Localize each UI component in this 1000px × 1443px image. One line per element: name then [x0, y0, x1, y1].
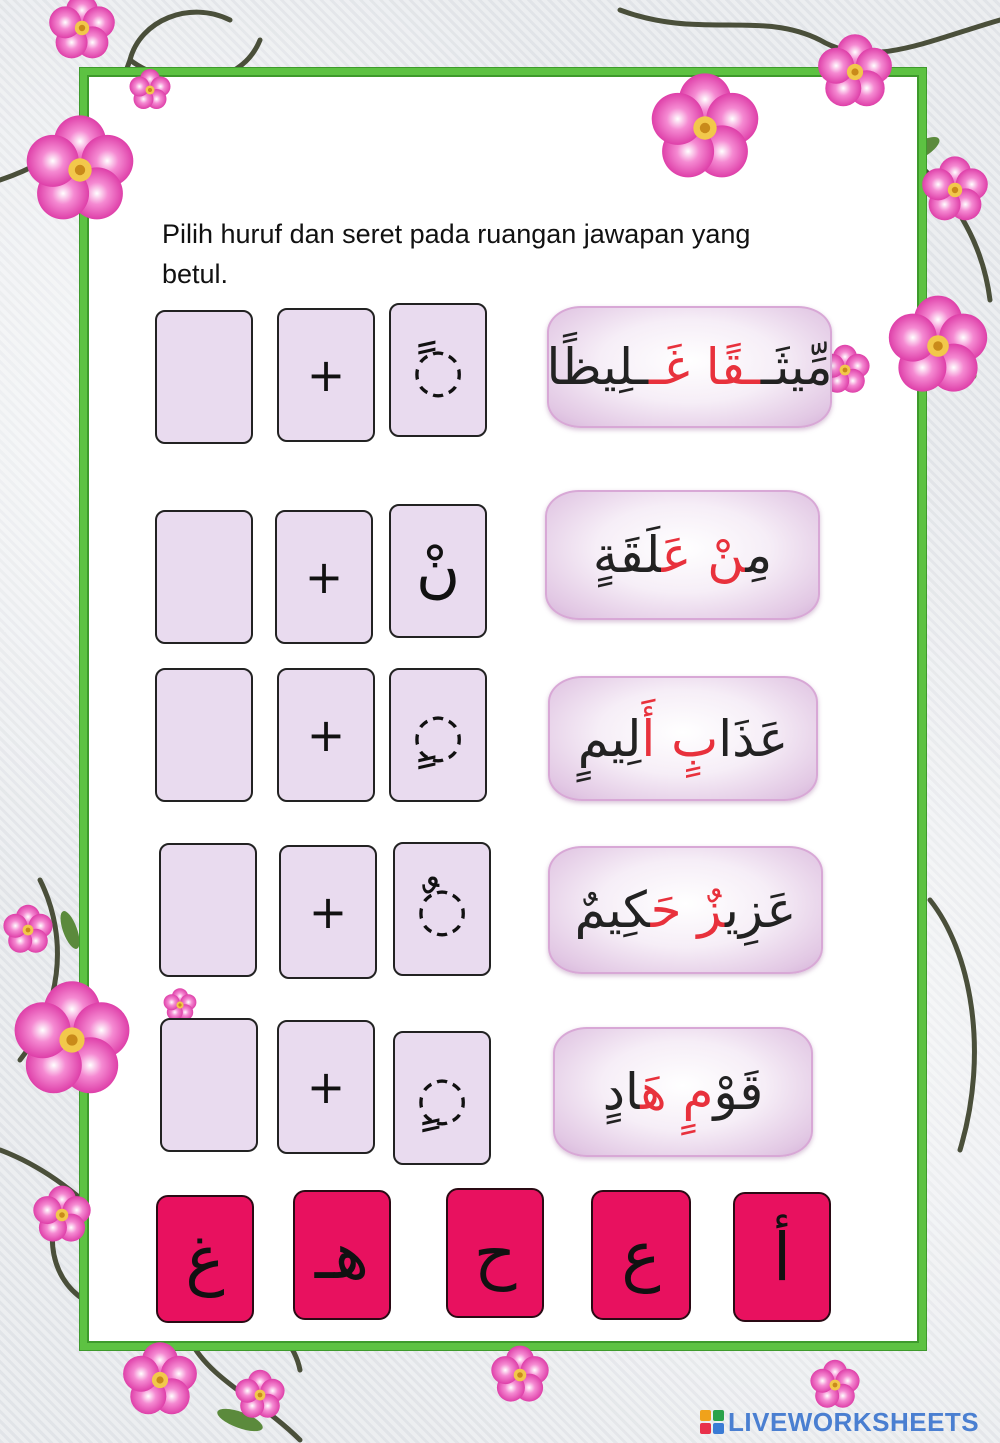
letter-tile-ghain[interactable]: غ: [156, 1195, 254, 1323]
arabic-phrase: مِّيثَــقًا غَــلِيظًا: [546, 338, 833, 396]
letter-tile-ha[interactable]: هـ: [293, 1190, 391, 1320]
tanwin-mark: ◌ً: [411, 335, 465, 405]
plus-sign: +: [306, 1060, 346, 1114]
phrase-card-5: [553, 1027, 813, 1157]
instruction-text: Pilih huruf dan seret pada ruangan jawapan yang betul.: [162, 219, 751, 289]
plus-box-2: [275, 510, 373, 644]
plus-box-3: [277, 668, 375, 802]
plus-sign: +: [308, 885, 348, 939]
tanwin-box-3: [389, 668, 487, 802]
answer-slot-2[interactable]: [155, 510, 253, 644]
tanwin-box-1: [389, 303, 487, 437]
liveworksheets-logo-icon: [700, 1410, 724, 1434]
tanwin-mark: نْ: [415, 536, 461, 606]
brand-name: LIVEWORKSHEETS: [728, 1406, 980, 1437]
letter-tile-hha[interactable]: ح: [446, 1188, 544, 1318]
answer-slot-1[interactable]: [155, 310, 253, 444]
liveworksheets-brand[interactable]: [700, 1406, 979, 1438]
plus-box-5: [277, 1020, 375, 1154]
plus-box-4: [279, 845, 377, 979]
phrase-card-4: [548, 846, 823, 974]
answer-slot-3[interactable]: [155, 668, 253, 802]
letter-tile-alif-hamza[interactable]: أ: [733, 1192, 831, 1322]
arabic-phrase: عَزِيزٌ حَكِيمٌ: [574, 881, 797, 939]
tanwin-box-5: [393, 1031, 491, 1165]
plus-sign: +: [306, 348, 346, 402]
tanwin-mark: ◌ٍ: [415, 1063, 469, 1133]
plus-sign: +: [306, 708, 346, 762]
tanwin-mark: ◌ٍ: [411, 700, 465, 770]
phrase-card-2: [545, 490, 820, 620]
plus-box-1: [277, 308, 375, 442]
arabic-phrase: عَذَابٍ أَلِيمٍ: [577, 709, 789, 768]
answer-slot-5[interactable]: [160, 1018, 258, 1152]
tanwin-mark: ◌ٌ: [415, 874, 469, 944]
tanwin-box-4: [393, 842, 491, 976]
arabic-phrase: مِنْ عَلَقَةٍ: [592, 526, 773, 584]
plus-sign: +: [304, 550, 344, 604]
phrase-card-3: [548, 676, 818, 801]
phrase-card-1: [547, 306, 832, 428]
arabic-phrase: قَوْمٍ هَادٍ: [602, 1063, 764, 1121]
answer-slot-4[interactable]: [159, 843, 257, 977]
letter-tile-ain[interactable]: ع: [591, 1190, 691, 1320]
tanwin-box-2: [389, 504, 487, 638]
